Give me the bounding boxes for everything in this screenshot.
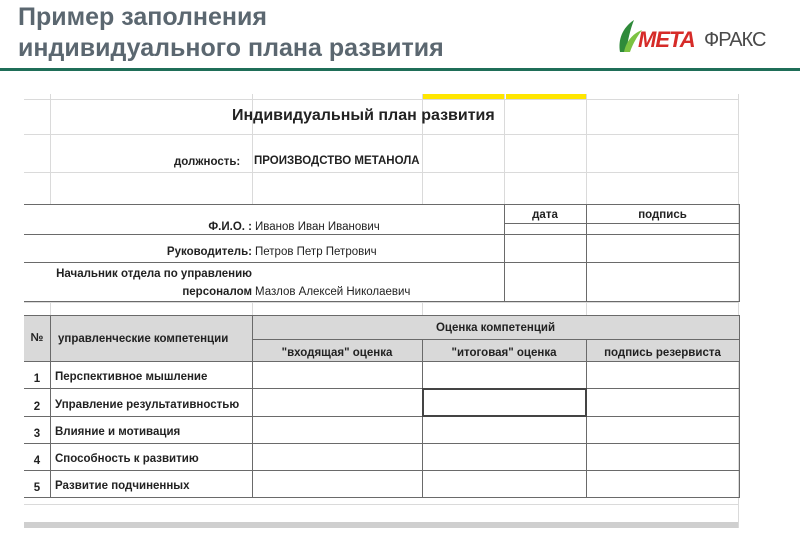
competency-name: Перспективное мышление bbox=[55, 371, 208, 383]
row-num: 1 bbox=[33, 373, 41, 385]
fio-label: Ф.И.О. : bbox=[208, 221, 252, 233]
manager-value[interactable]: Петров Петр Петрович bbox=[255, 246, 377, 258]
row-num: 5 bbox=[33, 482, 41, 494]
fio-value[interactable]: Иванов Иван Иванович bbox=[255, 221, 380, 233]
position-value[interactable]: ПРОИЗВОДСТВО МЕТАНОЛА bbox=[254, 155, 420, 167]
selected-cell[interactable] bbox=[422, 388, 587, 417]
title-divider bbox=[0, 68, 800, 71]
col-final-header: "итоговая" оценка bbox=[451, 347, 557, 359]
hr-value[interactable]: Мазлов Алексей Николаевич bbox=[255, 286, 411, 298]
col-num-header: № bbox=[30, 332, 44, 344]
plan-heading: Индивидуальный план развития bbox=[232, 107, 495, 124]
slide-title-line-1: Пример заполнения bbox=[18, 3, 267, 31]
competency-name: Способность к развитию bbox=[55, 453, 199, 465]
date-header: дата bbox=[532, 209, 558, 221]
manager-label: Руководитель: bbox=[166, 246, 252, 258]
position-label: должность: bbox=[174, 156, 241, 168]
row-num: 3 bbox=[33, 428, 41, 440]
sheet-bottom-edge bbox=[24, 522, 738, 528]
col-signature-header: подпись резервиста bbox=[604, 347, 721, 359]
logo-text-meta: META bbox=[638, 27, 695, 52]
competency-name: Влияние и мотивация bbox=[55, 426, 181, 438]
slide-title-line-2: индивидуального плана развития bbox=[18, 34, 444, 62]
hr-label-line-2: персоналом bbox=[182, 286, 252, 298]
row-num: 2 bbox=[33, 401, 41, 413]
col-incoming-header: "входящая" оценка bbox=[281, 347, 393, 359]
slide-title bbox=[18, 2, 444, 64]
competency-name: Развитие подчиненных bbox=[55, 480, 190, 492]
signature-header: подпись bbox=[638, 209, 687, 221]
competency-name: Управление результативностью bbox=[55, 399, 240, 411]
hr-label-line-1: Начальник отдела по управлению bbox=[56, 268, 252, 280]
assessment-group-header: Оценка компетенций bbox=[435, 322, 556, 334]
logo-text-fraks: ФРАКС bbox=[704, 29, 766, 51]
row-num: 4 bbox=[33, 455, 41, 467]
company-logo bbox=[614, 18, 784, 54]
spreadsheet bbox=[24, 94, 738, 528]
col-competency-header: управленческие компетенции bbox=[58, 333, 229, 345]
